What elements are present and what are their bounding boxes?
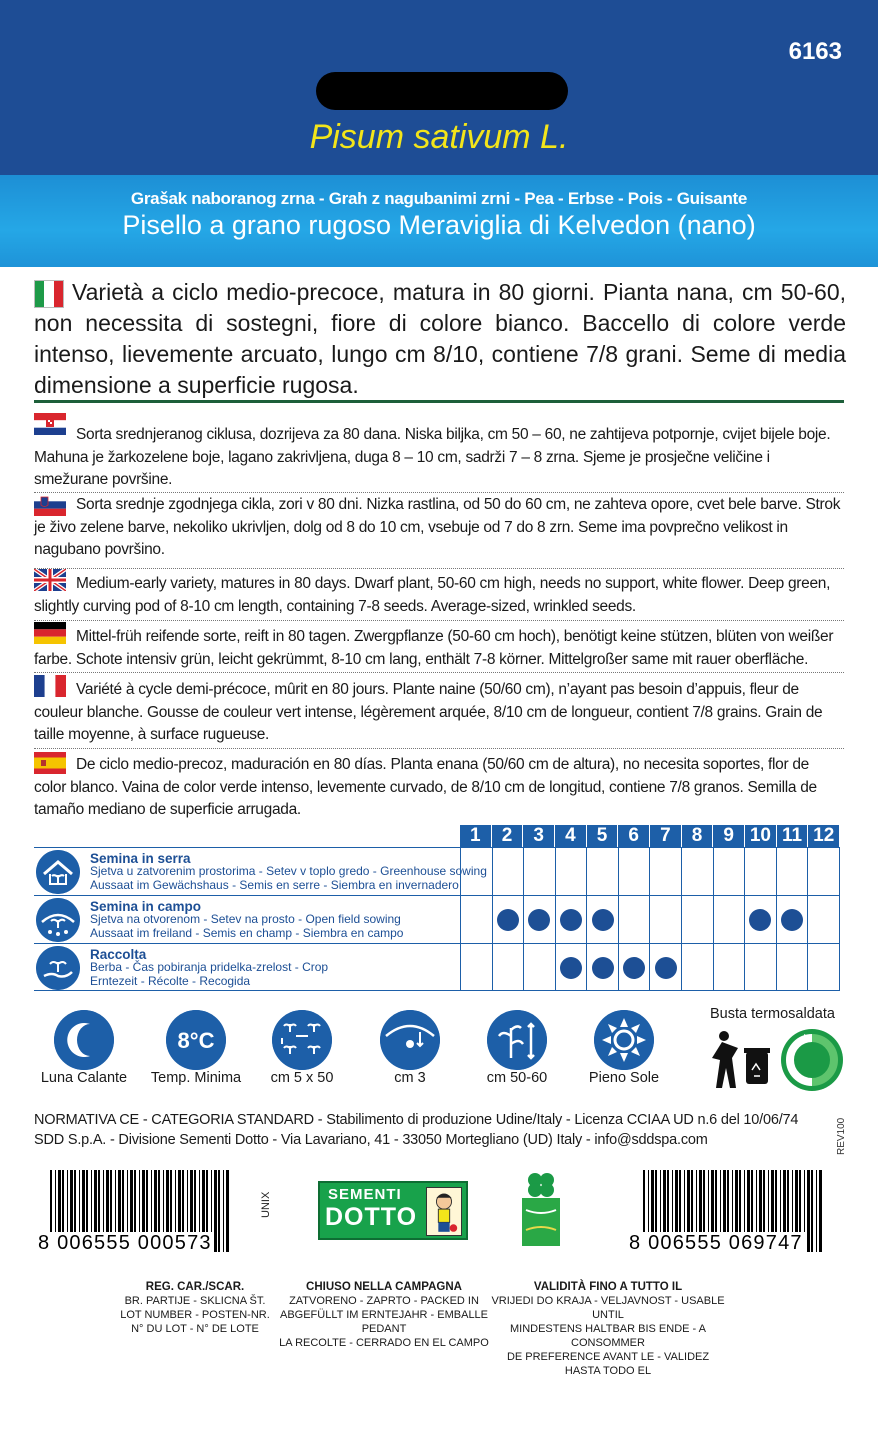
calendar-cell xyxy=(492,896,524,943)
barcode-bar xyxy=(819,1170,822,1252)
calendar-cell xyxy=(460,944,492,991)
month-label: 11 xyxy=(777,825,809,847)
calendar-cell xyxy=(744,848,776,895)
svg-text:8°C: 8°C xyxy=(177,1028,215,1053)
product-code: 6163 xyxy=(788,38,842,65)
divider xyxy=(34,620,844,621)
legal-info: NORMATIVA CE - CATEGORIA STANDARD - Stabilimento di produzione Udine/Italy - Licenza CCIAA UD n.6 del 10/06/74 SDD S.p.A. - Divisione Sementi Dotto - Via Lavariano, 41 - 33050 Mortegliano (UD) Italy - info@sddspa.com xyxy=(34,1112,799,1148)
divider xyxy=(34,492,844,493)
calendar-cell xyxy=(523,944,555,991)
calendar-cell xyxy=(807,944,840,991)
active-month-dot xyxy=(592,957,614,979)
description-en: Medium-early variety, matures in 80 days. Dwarf plant, 50-60 cm high, needs no support, white flower. Deep green, slightly curving pod of 8-10 cm length, containing 7-8 seeds. Average-sized, wrinkled seeds. xyxy=(34,575,831,615)
active-month-dot xyxy=(592,909,614,931)
sementi-dotto-logo: SEMENTI DOTTO xyxy=(318,1181,468,1240)
calendar-cell xyxy=(776,944,808,991)
month-label: 12 xyxy=(808,825,840,847)
calendar-cell xyxy=(713,944,745,991)
month-label: 1 xyxy=(460,825,492,847)
calendar-grid xyxy=(460,944,840,991)
calendar-cell xyxy=(681,944,713,991)
month-label: 7 xyxy=(650,825,682,847)
calendar-cell xyxy=(713,848,745,895)
month-label: 6 xyxy=(618,825,650,847)
latin-name: Pisum sativum L. xyxy=(309,118,569,156)
calendar-grid xyxy=(460,848,840,895)
height-label: cm 50-60 xyxy=(486,1070,548,1086)
calendar-cell xyxy=(492,848,524,895)
barcode-bar xyxy=(226,1170,229,1252)
month-label: 5 xyxy=(587,825,619,847)
calendar-row-subtitle: Sjetva u zatvorenim prostorima - Setev v toplo gredo - Greenhouse sowing Aussaat im Gewächshaus - Semis en serre - Siembra en invernadero xyxy=(90,864,487,892)
calendar-cell xyxy=(649,896,681,943)
active-month-dot xyxy=(560,909,582,931)
description-si: Sorta srednje zgodnjega cikla, zori v 80 dni. Nizka rastlina, od 50 do 60 cm, ne zahteva opore, cvet bele barve. Strok je živo zelene barve, nekoliko ukrivljen, dolg od 8 do 10 cm, vsebuje od 7 do 8 zrn. Seme ima povprečno velikost in nagubano površino. xyxy=(34,496,841,558)
month-label: 3 xyxy=(523,825,555,847)
calendar-row-greenhouse xyxy=(34,847,840,895)
lot-number-block: REG. CAR./SCAR. BR. PARTIJE - SKLICNA ŠT. LOT NUMBER - POSTEN-NR. N° DU LOT - N° DE LOTE xyxy=(120,1281,270,1335)
greenhouse-icon xyxy=(36,850,80,894)
calendar-cell xyxy=(618,944,650,991)
calendar-cell xyxy=(555,896,587,943)
month-label: 2 xyxy=(492,825,524,847)
field-sowing-icon xyxy=(36,898,80,942)
calendar-row-title: Semina in campo xyxy=(90,899,202,914)
heat-sealed-bag-label: Busta termosaldata xyxy=(710,1006,835,1022)
spacing-icon xyxy=(272,1010,332,1070)
calendar-cell xyxy=(776,848,808,895)
calendar-cell xyxy=(649,848,681,895)
barcode-left-digits: 8 006555 000573 xyxy=(38,1232,212,1254)
active-month-dot xyxy=(655,957,677,979)
calendar-cell xyxy=(744,896,776,943)
unix-label: UNIX xyxy=(260,1191,272,1218)
tidyman-icon xyxy=(706,1030,778,1090)
barcode-bar xyxy=(214,1170,217,1252)
calendar-cell xyxy=(460,848,492,895)
description-de: Mittel-früh reifende sorte, reift in 80 tagen. Zwergpflanze (50-60 cm hoch), benötigt keine stützen, blüten von weißer farbe. Schote intensiv grün, leicht gekrümmt, 8-10 cm lang, enthält 7-8 körner. Mittelgroßer same mit rauer oberfläche. xyxy=(34,628,834,668)
sun-icon xyxy=(594,1010,654,1070)
calendar-cell xyxy=(523,896,555,943)
barcode-right-digits: 8 006555 069747 xyxy=(629,1232,803,1254)
mascot-icon xyxy=(426,1187,462,1236)
revision-code: REV100 xyxy=(836,1117,847,1155)
calendar-cell xyxy=(618,896,650,943)
sun-label: Pieno Sole xyxy=(588,1070,660,1086)
active-month-dot xyxy=(781,909,803,931)
italian-name: Pisello a grano rugoso Meraviglia di Kelvedon (nano) xyxy=(122,210,756,240)
calendar-cell xyxy=(776,896,808,943)
calendar-cell xyxy=(744,944,776,991)
temperature-icon xyxy=(166,1010,226,1070)
month-label: 9 xyxy=(713,825,745,847)
active-month-dot xyxy=(623,957,645,979)
calendar-grid xyxy=(460,896,840,943)
divider xyxy=(34,748,844,749)
moon-label: Luna Calante xyxy=(40,1070,128,1086)
depth-label: cm 3 xyxy=(394,1070,426,1086)
active-month-dot xyxy=(749,909,771,931)
divider xyxy=(34,672,844,673)
description-it: Varietà a ciclo medio-precoce, matura in 80 giorni. Pianta nana, cm 50-60, non necessita di sostegni, fiore di colore bianco. Baccello di colore verde intenso, lievemente arcuato, lungo cm 8/10, contiene 7/8 grani. Seme di media dimensione a superficie rugosa. xyxy=(34,279,846,398)
calendar-row-harvest xyxy=(34,943,840,991)
barcode-bar xyxy=(223,1170,224,1252)
barcode-bar xyxy=(816,1170,817,1252)
description-hr: Sorta srednjeranog ciklusa, dozrijeva za 80 dana. Niska biljka, cm 50 – 60, ne zahtijeva potpornje, cvijet bijele boje. Mahuna je žarkozelene boje, lagano zakrivljena, duga 8 – 10 cm, sadrži 7 – 8 zrna. Sjeme je prosječne veličine i smežurane površine. xyxy=(34,426,831,488)
calendar-row-subtitle: Sjetva na otvorenom - Setev na prosto - Open field sowing Aussaat im freiland - Semis en champ - Siembra en campo xyxy=(90,912,404,940)
socio-clover-logo xyxy=(518,1170,564,1250)
month-label: 8 xyxy=(682,825,714,847)
spacing-label: cm 5 x 50 xyxy=(270,1070,334,1086)
calendar-row-field xyxy=(34,895,840,943)
calendar-cell xyxy=(807,896,840,943)
active-month-dot xyxy=(497,909,519,931)
common-names: Grašak naboranog zrna - Grah z nagubanimi zrni - Pea - Erbse - Pois - Guisante xyxy=(130,189,748,208)
packed-in-block: CHIUSO NELLA CAMPAGNA ZATVORENO - ZAPRTO - PACKED IN ABGEFÜLLT IM ERNTEJAHR - EMBALLE PEDANT LA RECOLTE - CERRADO EN EL CAMPO xyxy=(279,1281,489,1349)
calendar-cell xyxy=(681,896,713,943)
calendar-row-subtitle: Berba - Čas pobiranja pridelka-zrelost - Crop Erntezeit - Récolte - Recogida xyxy=(90,960,329,988)
moon-icon xyxy=(54,1010,114,1070)
harvest-icon xyxy=(36,946,80,990)
calendar-cell xyxy=(649,944,681,991)
blank-label-bar xyxy=(316,72,568,110)
calendar-row-title: Raccolta xyxy=(90,947,147,962)
height-icon xyxy=(487,1010,547,1070)
calendar-cell xyxy=(713,896,745,943)
calendar-cell xyxy=(618,848,650,895)
barcode-bar xyxy=(811,1170,813,1252)
green-dot-icon xyxy=(780,1028,844,1092)
calendar-bottom-border xyxy=(34,990,840,991)
calendar-cell xyxy=(492,944,524,991)
calendar-cell xyxy=(807,848,840,895)
temperature-label: Temp. Minima xyxy=(150,1070,242,1086)
calendar-cell xyxy=(555,848,587,895)
calendar-cell xyxy=(523,848,555,895)
calendar-cell xyxy=(460,896,492,943)
calendar-months-header xyxy=(460,825,840,847)
calendar-cell xyxy=(586,944,618,991)
divider xyxy=(34,400,844,403)
barcode-bar xyxy=(218,1170,220,1252)
divider xyxy=(34,568,844,569)
calendar-cell xyxy=(586,848,618,895)
active-month-dot xyxy=(560,957,582,979)
barcode-bar xyxy=(807,1170,810,1252)
description-fr: Variété à cycle demi-précoce, mûrit en 80 jours. Plante naine (50/60 cm), n’ayant pas besoin d’appuis, fleur de couleur blanche. Gousse de couleur vert intense, légèrement arquée, 8/10 cm de longueur, contient 7/8 grains. Grain de taille moyenne, à surface rugueuse. xyxy=(34,681,823,743)
description-es: De ciclo medio-precoz, maduración en 80 días. Planta enana (50/60 cm de altura), no necesita soportes, flor de color blanco. Vaina de color verde intenso, levemente curvado, de 8/10 cm de longitud, contiene 7/8 granos. Semilla de tamaño mediano de superficie arrugada. xyxy=(34,756,817,818)
calendar-row-title: Semina in serra xyxy=(90,851,191,866)
depth-icon xyxy=(380,1010,440,1070)
calendar-cell xyxy=(586,896,618,943)
calendar-cell xyxy=(555,944,587,991)
calendar-cell xyxy=(681,848,713,895)
month-label: 4 xyxy=(555,825,587,847)
active-month-dot xyxy=(528,909,550,931)
valid-until-block: VALIDITÀ FINO A TUTTO IL VRIJEDI DO KRAJA - VELJAVNOST - USABLE UNTIL MINDESTENS HALTBAR BIS ENDE - A CONSOMMER DE PREFERENCE AVANT LE - VALIDEZ HASTA TODO EL xyxy=(491,1281,725,1377)
month-label: 10 xyxy=(745,825,777,847)
